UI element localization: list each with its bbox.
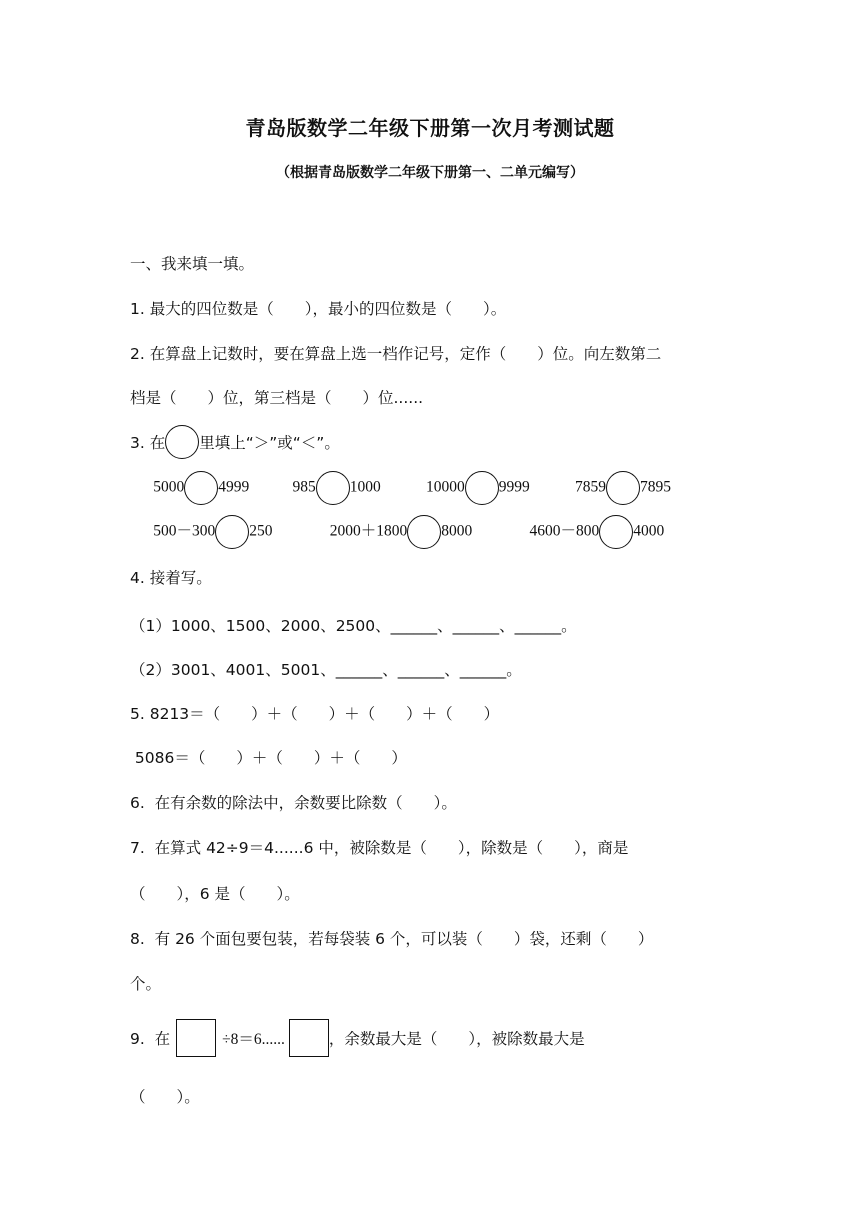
question-9-suffix: ，余数最大是（ ），被除数最大是 [328,1030,585,1048]
question-2-line-2: 档是（ ）位，第三档是（ ）位...... [130,389,424,407]
compare-right-value: 4999 [218,478,250,496]
question-3-suffix: 里填上“＞”或“＜”。 [199,434,340,452]
compare-item [307,497,473,567]
compare-left-value: 10000 [426,478,465,496]
page-subtitle: （根据青岛版数学二年级下册第一、二单元编写） [276,165,584,181]
question-9-prefix: 9. 在 [130,1030,171,1048]
compare-right-value: 250 [249,522,273,540]
question-7-line-2: （ ），6 是（ ）。 [130,885,300,903]
compare-left-value: 985 [292,478,316,496]
dividend-box[interactable] [176,1019,216,1057]
question-4-label: 4. 接着写。 [130,569,212,587]
compare-left-value: 4600－800 [529,522,600,540]
question-7-line-1: 7. 在算式 42÷9＝4......6 中，被除数是（ ），除数是（ ），商是 [130,839,629,857]
compare-left-value: 5000 [153,478,185,496]
question-5-line-2: 5086＝（ ）＋（ ）＋（ ） [130,749,407,767]
question-9-line-1 [130,1018,585,1058]
question-4-part-2: （2）3001、4001、5001、______、______、______。 [130,661,522,679]
compare-item [130,497,273,567]
compare-circle[interactable] [407,515,441,549]
compare-row-2 [130,512,664,552]
compare-left-value: 500－300 [153,522,216,540]
compare-right-value: 7895 [640,478,671,496]
compare-left-value: 2000＋1800 [329,522,408,540]
question-2-line-1: 2. 在算盘上记数时，要在算盘上选一档作记号，定作（ ）位。向左数第二 [130,345,662,363]
question-3-prefix: 3. 在 [130,434,166,452]
compare-circle[interactable] [599,515,633,549]
question-5-line-1: 5. 8213＝（ ）＋（ ）＋（ ）＋（ ） [130,705,500,723]
compare-right-value: 8000 [441,522,473,540]
question-4-part-1: （1）1000、1500、2000、2500、______、______、______。 [130,617,577,635]
question-9-line-2: （ ）。 [130,1088,200,1106]
question-9-equation: ÷8＝6...... [222,1031,285,1048]
compare-circle[interactable] [215,515,249,549]
compare-right-value: 1000 [349,478,381,496]
section-heading: 一、我来填一填。 [130,255,255,273]
page-title: 青岛版数学二年级下册第一次月考测试题 [245,116,615,140]
question-8-line-2: 个。 [130,975,162,993]
remainder-box[interactable] [289,1019,329,1057]
question-6: 6. 在有余数的除法中，余数要比除数（ ）。 [130,794,457,812]
question-8-line-1: 8. 有 26 个面包要包装，若每袋装 6 个，可以装（ ）袋，还剩（ ） [130,930,654,948]
compare-left-value: 7859 [575,478,606,496]
compare-right-value: 9999 [498,478,530,496]
question-1: 1. 最大的四位数是（ ），最小的四位数是（ ）。 [130,300,507,318]
compare-item [506,497,664,567]
compare-right-value: 4000 [633,522,665,540]
